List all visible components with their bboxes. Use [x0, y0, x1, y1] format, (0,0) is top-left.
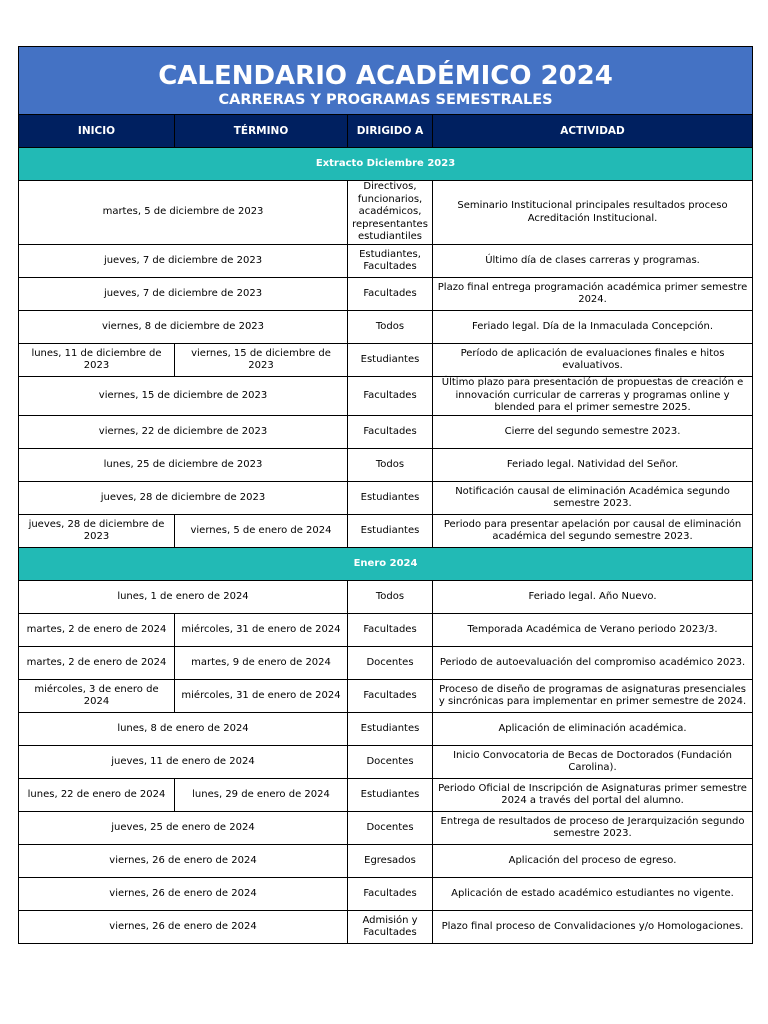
cell-inicio: jueves, 11 de enero de 2024: [19, 746, 348, 779]
calendar-body: [19, 148, 753, 944]
table-row: [19, 845, 753, 878]
table-row: [19, 449, 753, 482]
cell-inicio: jueves, 7 de diciembre de 2023: [19, 245, 348, 278]
cell-inicio: viernes, 26 de enero de 2024: [19, 911, 348, 944]
cell-actividad: Proceso de diseño de programas de asignaturas presenciales y sincrónicas para implementar en primer semestre de 2024.: [433, 680, 753, 713]
cell-inicio: lunes, 1 de enero de 2024: [19, 581, 348, 614]
cell-dirigido: Facultades: [348, 377, 433, 416]
cell-actividad: Feriado legal. Natividad del Señor.: [433, 449, 753, 482]
table-row: [19, 515, 753, 548]
section-label: Enero 2024: [19, 548, 753, 581]
cell-dirigido: Docentes: [348, 647, 433, 680]
table-row: [19, 278, 753, 311]
cell-dirigido: Estudiantes: [348, 482, 433, 515]
cell-dirigido: Docentes: [348, 812, 433, 845]
table-row: [19, 482, 753, 515]
cell-dirigido: Docentes: [348, 746, 433, 779]
cell-actividad: Cierre del segundo semestre 2023.: [433, 416, 753, 449]
cell-inicio: martes, 5 de diciembre de 2023: [19, 181, 348, 245]
cell-actividad: Plazo final proceso de Convalidaciones y/o Homologaciones.: [433, 911, 753, 944]
cell-inicio: jueves, 7 de diciembre de 2023: [19, 278, 348, 311]
cell-inicio: lunes, 11 de diciembre de 2023: [19, 344, 175, 377]
cell-dirigido: Facultades: [348, 416, 433, 449]
calendar-sheet: [18, 46, 752, 944]
cell-actividad: Aplicación del proceso de egreso.: [433, 845, 753, 878]
table-row: [19, 713, 753, 746]
cell-actividad: Seminario Institucional principales resultados proceso Acreditación Institucional.: [433, 181, 753, 245]
page-title: CALENDARIO ACADÉMICO 2024: [158, 60, 613, 91]
table-row: [19, 812, 753, 845]
cell-termino: viernes, 5 de enero de 2024: [175, 515, 348, 548]
cell-dirigido: Admisión y Facultades: [348, 911, 433, 944]
cell-inicio: lunes, 22 de enero de 2024: [19, 779, 175, 812]
cell-dirigido: Estudiantes: [348, 713, 433, 746]
cell-inicio: viernes, 8 de diciembre de 2023: [19, 311, 348, 344]
column-header-row: [19, 115, 753, 148]
cell-actividad: Notificación causal de eliminación Académica segundo semestre 2023.: [433, 482, 753, 515]
cell-dirigido: Facultades: [348, 614, 433, 647]
section-header-row: [19, 148, 753, 181]
cell-inicio: viernes, 26 de enero de 2024: [19, 878, 348, 911]
cell-dirigido: Estudiantes: [348, 779, 433, 812]
cell-inicio: lunes, 8 de enero de 2024: [19, 713, 348, 746]
table-row: [19, 911, 753, 944]
cell-actividad: Aplicación de estado académico estudiantes no vigente.: [433, 878, 753, 911]
column-header-actividad: ACTIVIDAD: [433, 115, 753, 148]
table-row: [19, 779, 753, 812]
cell-inicio: viernes, 22 de diciembre de 2023: [19, 416, 348, 449]
cell-actividad: Temporada Académica de Verano periodo 2023/3.: [433, 614, 753, 647]
table-row: [19, 581, 753, 614]
cell-inicio: martes, 2 de enero de 2024: [19, 614, 175, 647]
cell-termino: miércoles, 31 de enero de 2024: [175, 614, 348, 647]
cell-inicio: viernes, 26 de enero de 2024: [19, 845, 348, 878]
table-row: [19, 377, 753, 416]
column-header-dirigido: DIRIGIDO A: [348, 115, 433, 148]
table-row: [19, 647, 753, 680]
cell-actividad: Periodo Oficial de Inscripción de Asignaturas primer semestre 2024 a través del portal del alumno.: [433, 779, 753, 812]
cell-dirigido: Facultades: [348, 680, 433, 713]
table-row: [19, 311, 753, 344]
cell-termino: miércoles, 31 de enero de 2024: [175, 680, 348, 713]
cell-termino: martes, 9 de enero de 2024: [175, 647, 348, 680]
cell-actividad: Aplicación de eliminación académica.: [433, 713, 753, 746]
cell-actividad: Inicio Convocatoria de Becas de Doctorados (Fundación Carolina).: [433, 746, 753, 779]
table-row: [19, 746, 753, 779]
cell-dirigido: Todos: [348, 311, 433, 344]
cell-actividad: Periodo para presentar apelación por causal de eliminación académica del segundo semestre 2023.: [433, 515, 753, 548]
cell-actividad: Último día de clases carreras y programas.: [433, 245, 753, 278]
cell-actividad: Período de aplicación de evaluaciones finales e hitos evaluativos.: [433, 344, 753, 377]
cell-inicio: jueves, 25 de enero de 2024: [19, 812, 348, 845]
cell-dirigido: Estudiantes: [348, 515, 433, 548]
title-banner: [19, 47, 753, 115]
cell-actividad: Periodo de autoevaluación del compromiso académico 2023.: [433, 647, 753, 680]
cell-dirigido: Facultades: [348, 278, 433, 311]
cell-inicio: viernes, 15 de diciembre de 2023: [19, 377, 348, 416]
table-row: [19, 416, 753, 449]
table-row: [19, 245, 753, 278]
cell-inicio: miércoles, 3 de enero de 2024: [19, 680, 175, 713]
cell-actividad: Último plazo para presentación de propuestas de creación e innovación curricular de carreras y programas online y blended para el primer semestre 2025.: [433, 377, 753, 416]
section-header-row: [19, 548, 753, 581]
table-row: [19, 680, 753, 713]
cell-dirigido: Estudiantes: [348, 344, 433, 377]
table-row: [19, 344, 753, 377]
cell-actividad: Feriado legal. Día de la Inmaculada Concepción.: [433, 311, 753, 344]
cell-actividad: Feriado legal. Año Nuevo.: [433, 581, 753, 614]
cell-dirigido: Directivos, funcionarios, académicos, representantes estudiantiles: [348, 181, 433, 245]
cell-actividad: Plazo final entrega programación académica primer semestre 2024.: [433, 278, 753, 311]
cell-dirigido: Estudiantes, Facultades: [348, 245, 433, 278]
cell-actividad: Entrega de resultados de proceso de Jerarquización segundo semestre 2023.: [433, 812, 753, 845]
cell-inicio: jueves, 28 de diciembre de 2023: [19, 482, 348, 515]
cell-inicio: martes, 2 de enero de 2024: [19, 647, 175, 680]
column-header-termino: TÉRMINO: [175, 115, 348, 148]
page-subtitle: CARRERAS Y PROGRAMAS SEMESTRALES: [218, 91, 553, 108]
table-row: [19, 181, 753, 245]
table-row: [19, 614, 753, 647]
cell-dirigido: Facultades: [348, 878, 433, 911]
table-row: [19, 878, 753, 911]
cell-dirigido: Todos: [348, 449, 433, 482]
cell-termino: lunes, 29 de enero de 2024: [175, 779, 348, 812]
cell-dirigido: Todos: [348, 581, 433, 614]
cell-inicio: lunes, 25 de diciembre de 2023: [19, 449, 348, 482]
column-header-inicio: INICIO: [19, 115, 175, 148]
cell-inicio: jueves, 28 de diciembre de 2023: [19, 515, 175, 548]
section-label: Extracto Diciembre 2023: [19, 148, 753, 181]
cell-termino: viernes, 15 de diciembre de 2023: [175, 344, 348, 377]
calendar-table: [18, 46, 753, 944]
cell-dirigido: Egresados: [348, 845, 433, 878]
